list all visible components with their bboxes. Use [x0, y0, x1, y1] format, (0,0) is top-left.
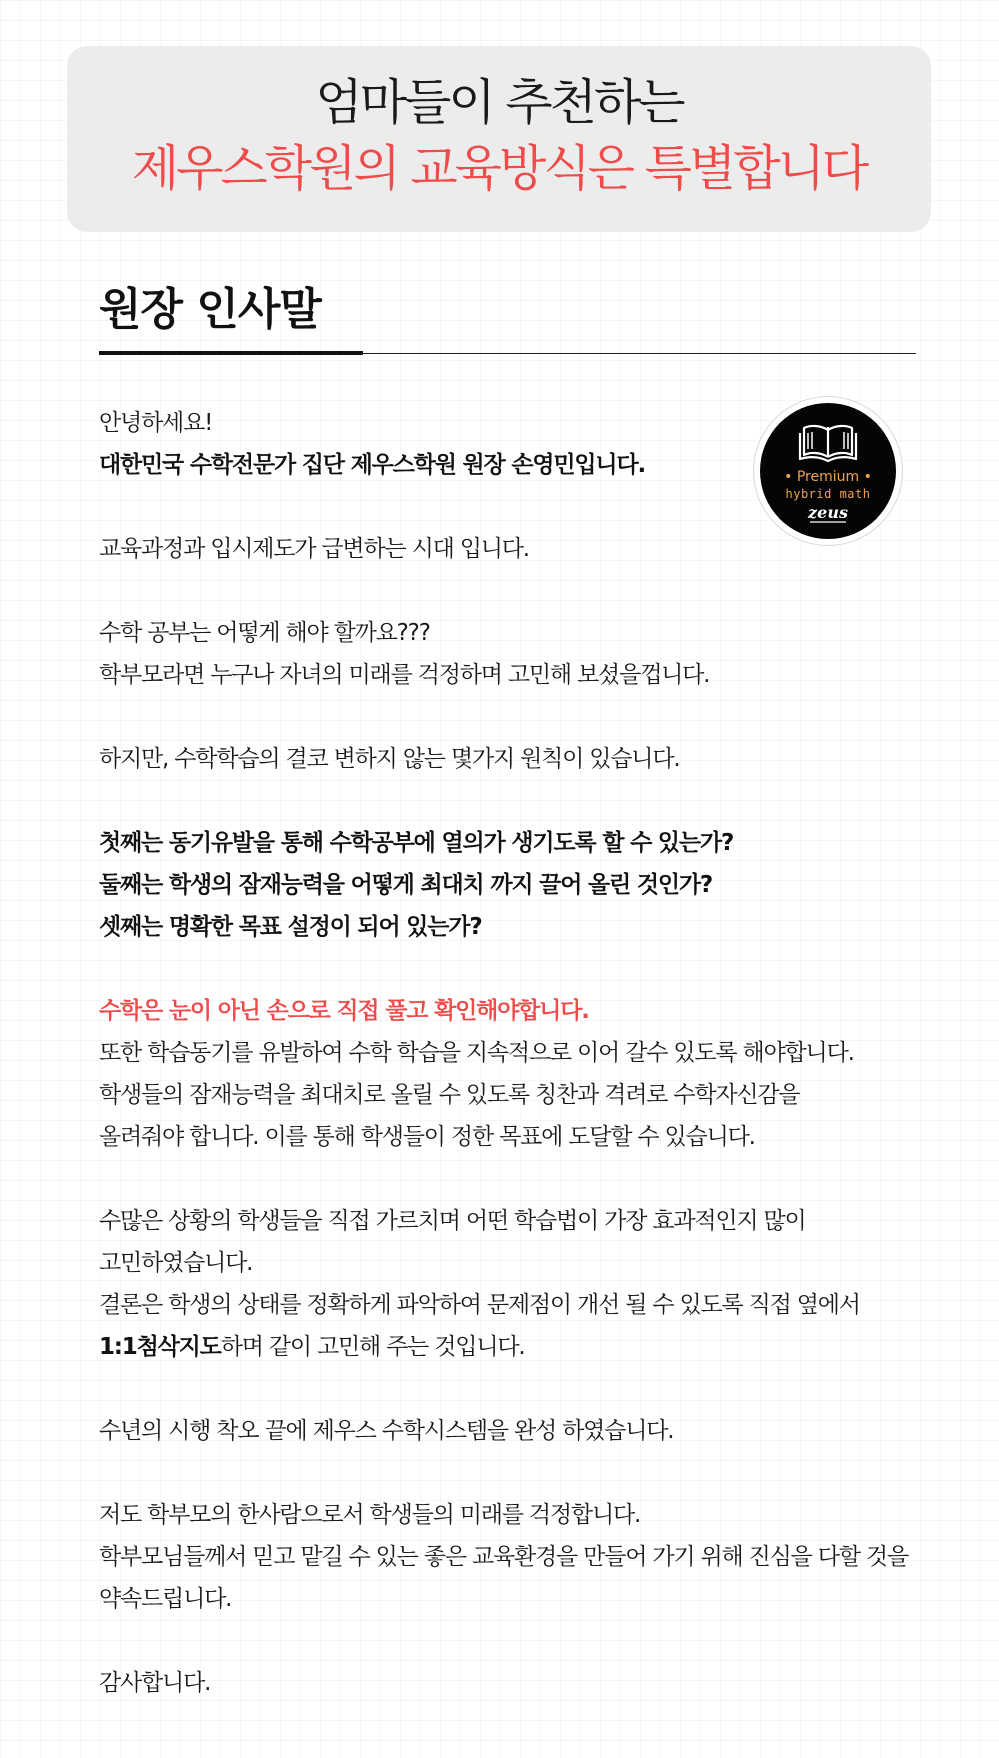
- spacer: [99, 1368, 919, 1410]
- tutoring-emphasis: 1:1첨삭지도: [99, 1334, 221, 1360]
- paragraph-text: 교육과정과 입시제도가 급변하는 시대 입니다.: [99, 536, 529, 562]
- paragraph-text: 올려줘야 합니다. 이를 통해 학생들이 정한 목표에 도달할 수 있습니다.: [99, 1124, 755, 1150]
- greeting-intro: 대한민국 수학전문가 집단 제우스학원 원장 손영민입니다.: [99, 452, 646, 478]
- spacer: [99, 1620, 919, 1662]
- paragraph-text: 저도 학부모의 한사람으로서 학생들의 미래를 걱정합니다.: [99, 1502, 641, 1528]
- paragraph-text: 수많은 상황의 학생들을 직접 가르치며 어떤 학습법이 가장 효과적인지 많이: [99, 1208, 806, 1234]
- tutoring-text: 하며 같이 고민해 주는 것입니다.: [220, 1334, 525, 1360]
- banner-subheadline: 제우스학원의 교육방식은 특별합니다: [131, 140, 867, 197]
- highlight-text: 수학은 눈이 아닌 손으로 직접 풀고 확인해야합니다.: [99, 998, 589, 1024]
- spacer: [99, 570, 919, 612]
- paragraph-text: 결론은 학생의 상태를 정확하게 파악하여 문제점이 개선 될 수 있도록 직접 옆에서: [99, 1292, 860, 1318]
- principle-2: 둘째는 학생의 잠재능력을 어떻게 최대치 까지 끌어 올린 것인가?: [99, 872, 713, 898]
- section-title: 원장 인사말: [99, 284, 321, 335]
- paragraph-text: 학부모님들께서 믿고 맡길 수 있는 좋은 교육환경을 만들어 가기 위해 진심을 다할 것을: [99, 1544, 908, 1570]
- logo-subtitle: hybrid math: [785, 487, 871, 501]
- paragraph-text: 하지만, 수학학습의 결코 변하지 않는 몇가지 원칙이 있습니다.: [99, 746, 680, 772]
- paragraph-text: 또한 학습동기를 유발하여 수학 학습을 지속적으로 이어 갈수 있도록 해야합니다.: [99, 1040, 854, 1066]
- paragraph-text: 학생들의 잠재능력을 최대치로 올릴 수 있도록 칭찬과 격려로 수학자신감을: [99, 1082, 800, 1108]
- spacer: [99, 1452, 919, 1494]
- banner-headline: 엄마들이 추천하는: [315, 74, 683, 131]
- paragraph-text: 수년의 시행 착오 끝에 제우스 수학시스템을 완성 하였습니다.: [99, 1418, 674, 1444]
- title-divider-accent: [99, 351, 363, 355]
- paragraph-text: 약속드립니다.: [99, 1586, 232, 1612]
- paragraph-text: 학부모라면 누구나 자녀의 미래를 걱정하며 고민해 보셨을껍니다.: [99, 662, 710, 688]
- greeting-body: [99, 402, 919, 1704]
- spacer: [99, 486, 919, 528]
- principle-3: 셋째는 명확한 목표 설정이 되어 있는가?: [99, 914, 482, 940]
- principle-1: 첫째는 동기유발을 통해 수학공부에 열의가 생기도록 할 수 있는가?: [99, 830, 734, 856]
- closing-text: 감사합니다.: [99, 1670, 211, 1696]
- hero-banner: [67, 46, 931, 232]
- spacer: [99, 780, 919, 822]
- paragraph-text: 수학 공부는 어떻게 해야 할까요???: [99, 620, 430, 646]
- paragraph-text: 고민하였습니다.: [99, 1250, 253, 1276]
- spacer: [99, 1158, 919, 1200]
- paragraph-text: [99, 1326, 919, 1368]
- logo-brand: zeus: [808, 503, 848, 522]
- greeting-hello: 안녕하세요!: [99, 410, 213, 436]
- spacer: [99, 696, 919, 738]
- logo-premium-text: • Premium •: [784, 469, 872, 485]
- spacer: [99, 948, 919, 990]
